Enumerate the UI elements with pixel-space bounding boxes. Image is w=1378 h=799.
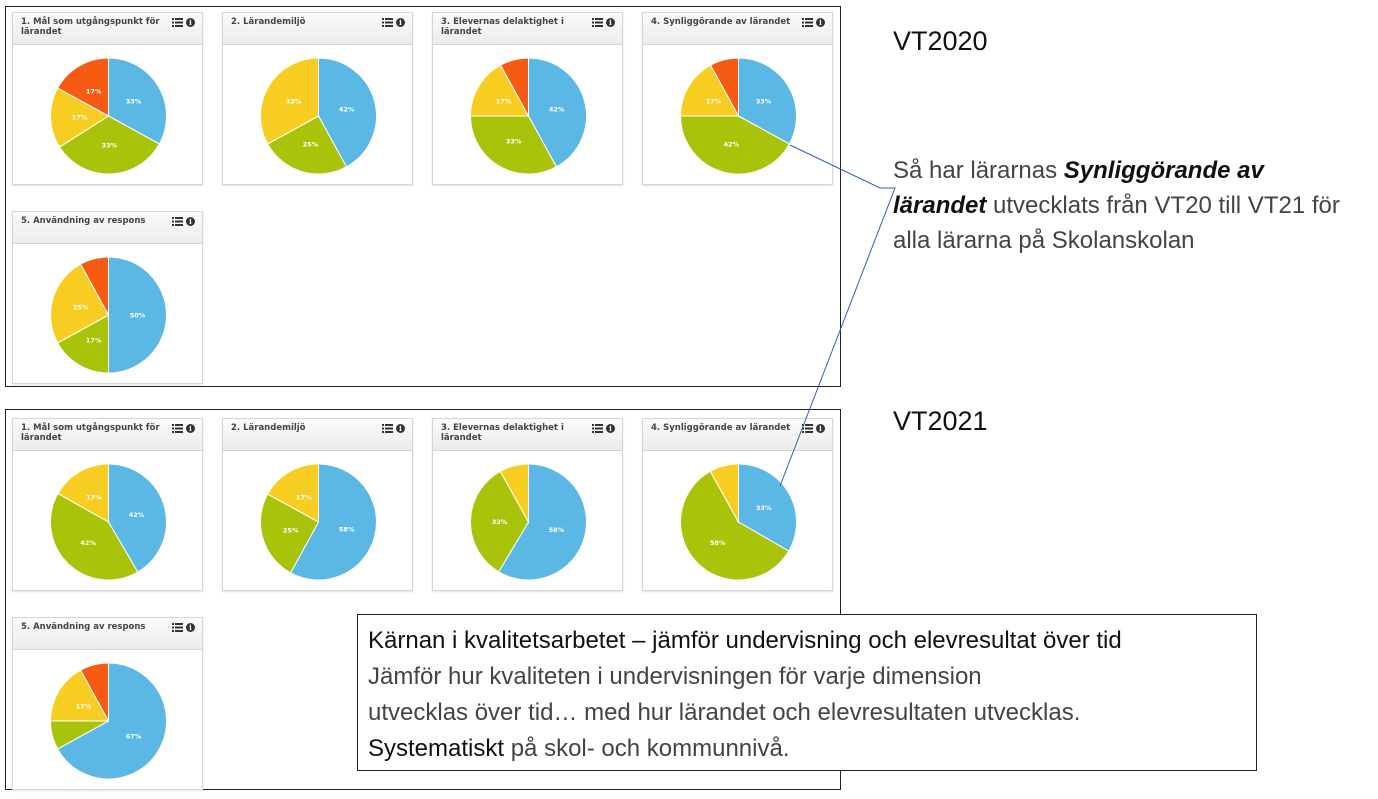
pie-chart: [223, 451, 412, 590]
info-icon[interactable]: i: [816, 18, 825, 27]
list-icon[interactable]: [172, 424, 183, 433]
list-icon[interactable]: [592, 424, 603, 433]
panel-icons: [592, 17, 615, 27]
panel-icons: [172, 622, 195, 632]
pie-slice-label: 33%: [505, 137, 522, 146]
panel-header: [433, 419, 622, 451]
annotation-part1: Så har lärarnas: [893, 157, 1064, 184]
summary-title: Kärnan i kvalitetsarbetet – jämför undervisning och elevresultat över tid: [368, 627, 1122, 654]
chart-panel: [642, 12, 833, 185]
chart-title: 3. Elevernas delaktighet i lärandet: [441, 423, 564, 443]
chart-title: 5. Användning av respons: [21, 622, 146, 632]
panel-header: [13, 419, 202, 451]
summary-line-3: [368, 731, 1246, 767]
panel-header: [223, 13, 412, 45]
chart-panel: [432, 12, 623, 185]
summary-line-3-strong: Systematiskt: [368, 735, 505, 762]
panel-icons: [382, 17, 405, 27]
list-icon[interactable]: [802, 424, 813, 433]
summary-line-2: utvecklas över tid… med hur lärandet och elevresultaten utvecklas.: [368, 699, 1081, 726]
pie-slice-label: 17%: [75, 702, 92, 711]
pie-chart: [13, 45, 202, 184]
panel-icons: [382, 423, 405, 433]
pie-slice-label: 67%: [125, 732, 142, 741]
pie-slice-label: 25%: [72, 303, 89, 312]
pie-slice-label: 17%: [85, 87, 102, 96]
pie-slice-label: 33%: [755, 97, 772, 106]
chart-title: 2. Lärandemiljö: [231, 423, 306, 433]
pie-slice-label: 33%: [491, 518, 508, 526]
chart-panel: [12, 12, 203, 185]
panel-header: [643, 419, 832, 451]
pie-chart: [643, 45, 832, 184]
pie-slice-label: 58%: [338, 525, 355, 534]
pie-slice-label: 33%: [101, 141, 118, 150]
info-icon[interactable]: i: [186, 18, 195, 27]
pie-chart: [13, 244, 202, 383]
list-icon[interactable]: [802, 18, 813, 27]
pie-chart: [643, 451, 832, 590]
list-icon[interactable]: [382, 424, 393, 433]
info-icon[interactable]: i: [186, 424, 195, 433]
summary-line-1: Jämför hur kvaliteten i undervisningen för varje dimension: [368, 663, 982, 690]
info-icon[interactable]: i: [606, 18, 615, 27]
annotation-part2: utvecklats från VT20 till VT21 för alla lärarna på Skolanskolan: [893, 192, 1340, 254]
chart-title: 1. Mål som utgångspunkt för lärandet: [21, 423, 160, 443]
pie-slice-label: 17%: [295, 493, 312, 502]
chart-title: 5. Användning av respons: [21, 216, 146, 226]
chart-panel: [222, 12, 413, 185]
panel-icons: [592, 423, 615, 433]
info-icon[interactable]: i: [186, 623, 195, 632]
pie-slice-label: 50%: [129, 311, 146, 320]
pie-slice-label: 42%: [548, 105, 565, 114]
list-icon[interactable]: [382, 18, 393, 27]
panel-icons: [172, 423, 195, 433]
pie-chart: [223, 45, 412, 184]
list-icon[interactable]: [172, 623, 183, 632]
chart-panel: [12, 418, 203, 591]
pie-slice-label: 42%: [80, 539, 96, 548]
info-icon[interactable]: i: [396, 424, 405, 433]
pie-chart: [433, 45, 622, 184]
panel-header: [643, 13, 832, 45]
info-icon[interactable]: i: [186, 217, 195, 226]
panel-header: [13, 13, 202, 45]
annotation-text: [893, 153, 1363, 258]
pie-slice-label: 17%: [86, 493, 102, 502]
chart-panel: [12, 617, 203, 790]
pie-chart: [13, 650, 202, 789]
pie-chart: [13, 451, 202, 590]
chart-title: 3. Elevernas delaktighet i lärandet: [441, 17, 564, 37]
info-icon[interactable]: i: [396, 18, 405, 27]
pie-slice-label: 17%: [495, 97, 512, 106]
chart-title: 1. Mål som utgångspunkt för lärandet: [21, 17, 160, 37]
pie-slice-label: 58%: [548, 526, 565, 535]
pie-slice-label: 25%: [282, 526, 299, 535]
pie-slice-label: 25%: [302, 140, 319, 149]
chart-title: 4. Synliggörande av lärandet: [651, 423, 791, 433]
pie-slice-label: 42%: [128, 510, 145, 519]
chart-panel: [642, 418, 833, 591]
info-icon[interactable]: i: [606, 424, 615, 433]
pie-slice-label: 33%: [755, 504, 772, 512]
panel-header: [13, 618, 202, 650]
panel-header: [433, 13, 622, 45]
panel-header: [13, 212, 202, 244]
chart-title: 2. Lärandemiljö: [231, 17, 306, 27]
panel-header: [223, 419, 412, 451]
pie-slice-label: 42%: [723, 140, 740, 149]
vt2020-heading: VT2020: [893, 26, 988, 56]
pie-slice-label: 58%: [710, 538, 726, 547]
vt2021-heading: VT2021: [893, 406, 988, 436]
panel-icons: [172, 216, 195, 226]
panel-icons: [802, 423, 825, 433]
pie-slice-label: 42%: [338, 105, 355, 114]
summary-line-3-rest: på skol- och kommunnivå.: [504, 735, 790, 762]
pie-slice-label: 17%: [705, 97, 722, 106]
pie-chart: [433, 451, 622, 590]
list-icon[interactable]: [172, 217, 183, 226]
pie-slice-label: 17%: [85, 336, 102, 345]
chart-panel: [12, 211, 203, 384]
chart-panel: [222, 418, 413, 591]
chart-panel: [432, 418, 623, 591]
panel-icons: [172, 17, 195, 27]
chart-title: 4. Synliggörande av lärandet: [651, 17, 791, 27]
panel-icons: [802, 17, 825, 27]
info-icon[interactable]: i: [816, 424, 825, 433]
annotation-emphasis: Synliggörande av lärandet: [893, 157, 1264, 219]
pie-slice-label: 33%: [125, 97, 142, 106]
pie-slice-label: 33%: [285, 97, 302, 106]
pie-slice-label: 17%: [71, 113, 88, 122]
summary-box: [357, 614, 1257, 771]
list-icon[interactable]: [592, 18, 603, 27]
list-icon[interactable]: [172, 18, 183, 27]
